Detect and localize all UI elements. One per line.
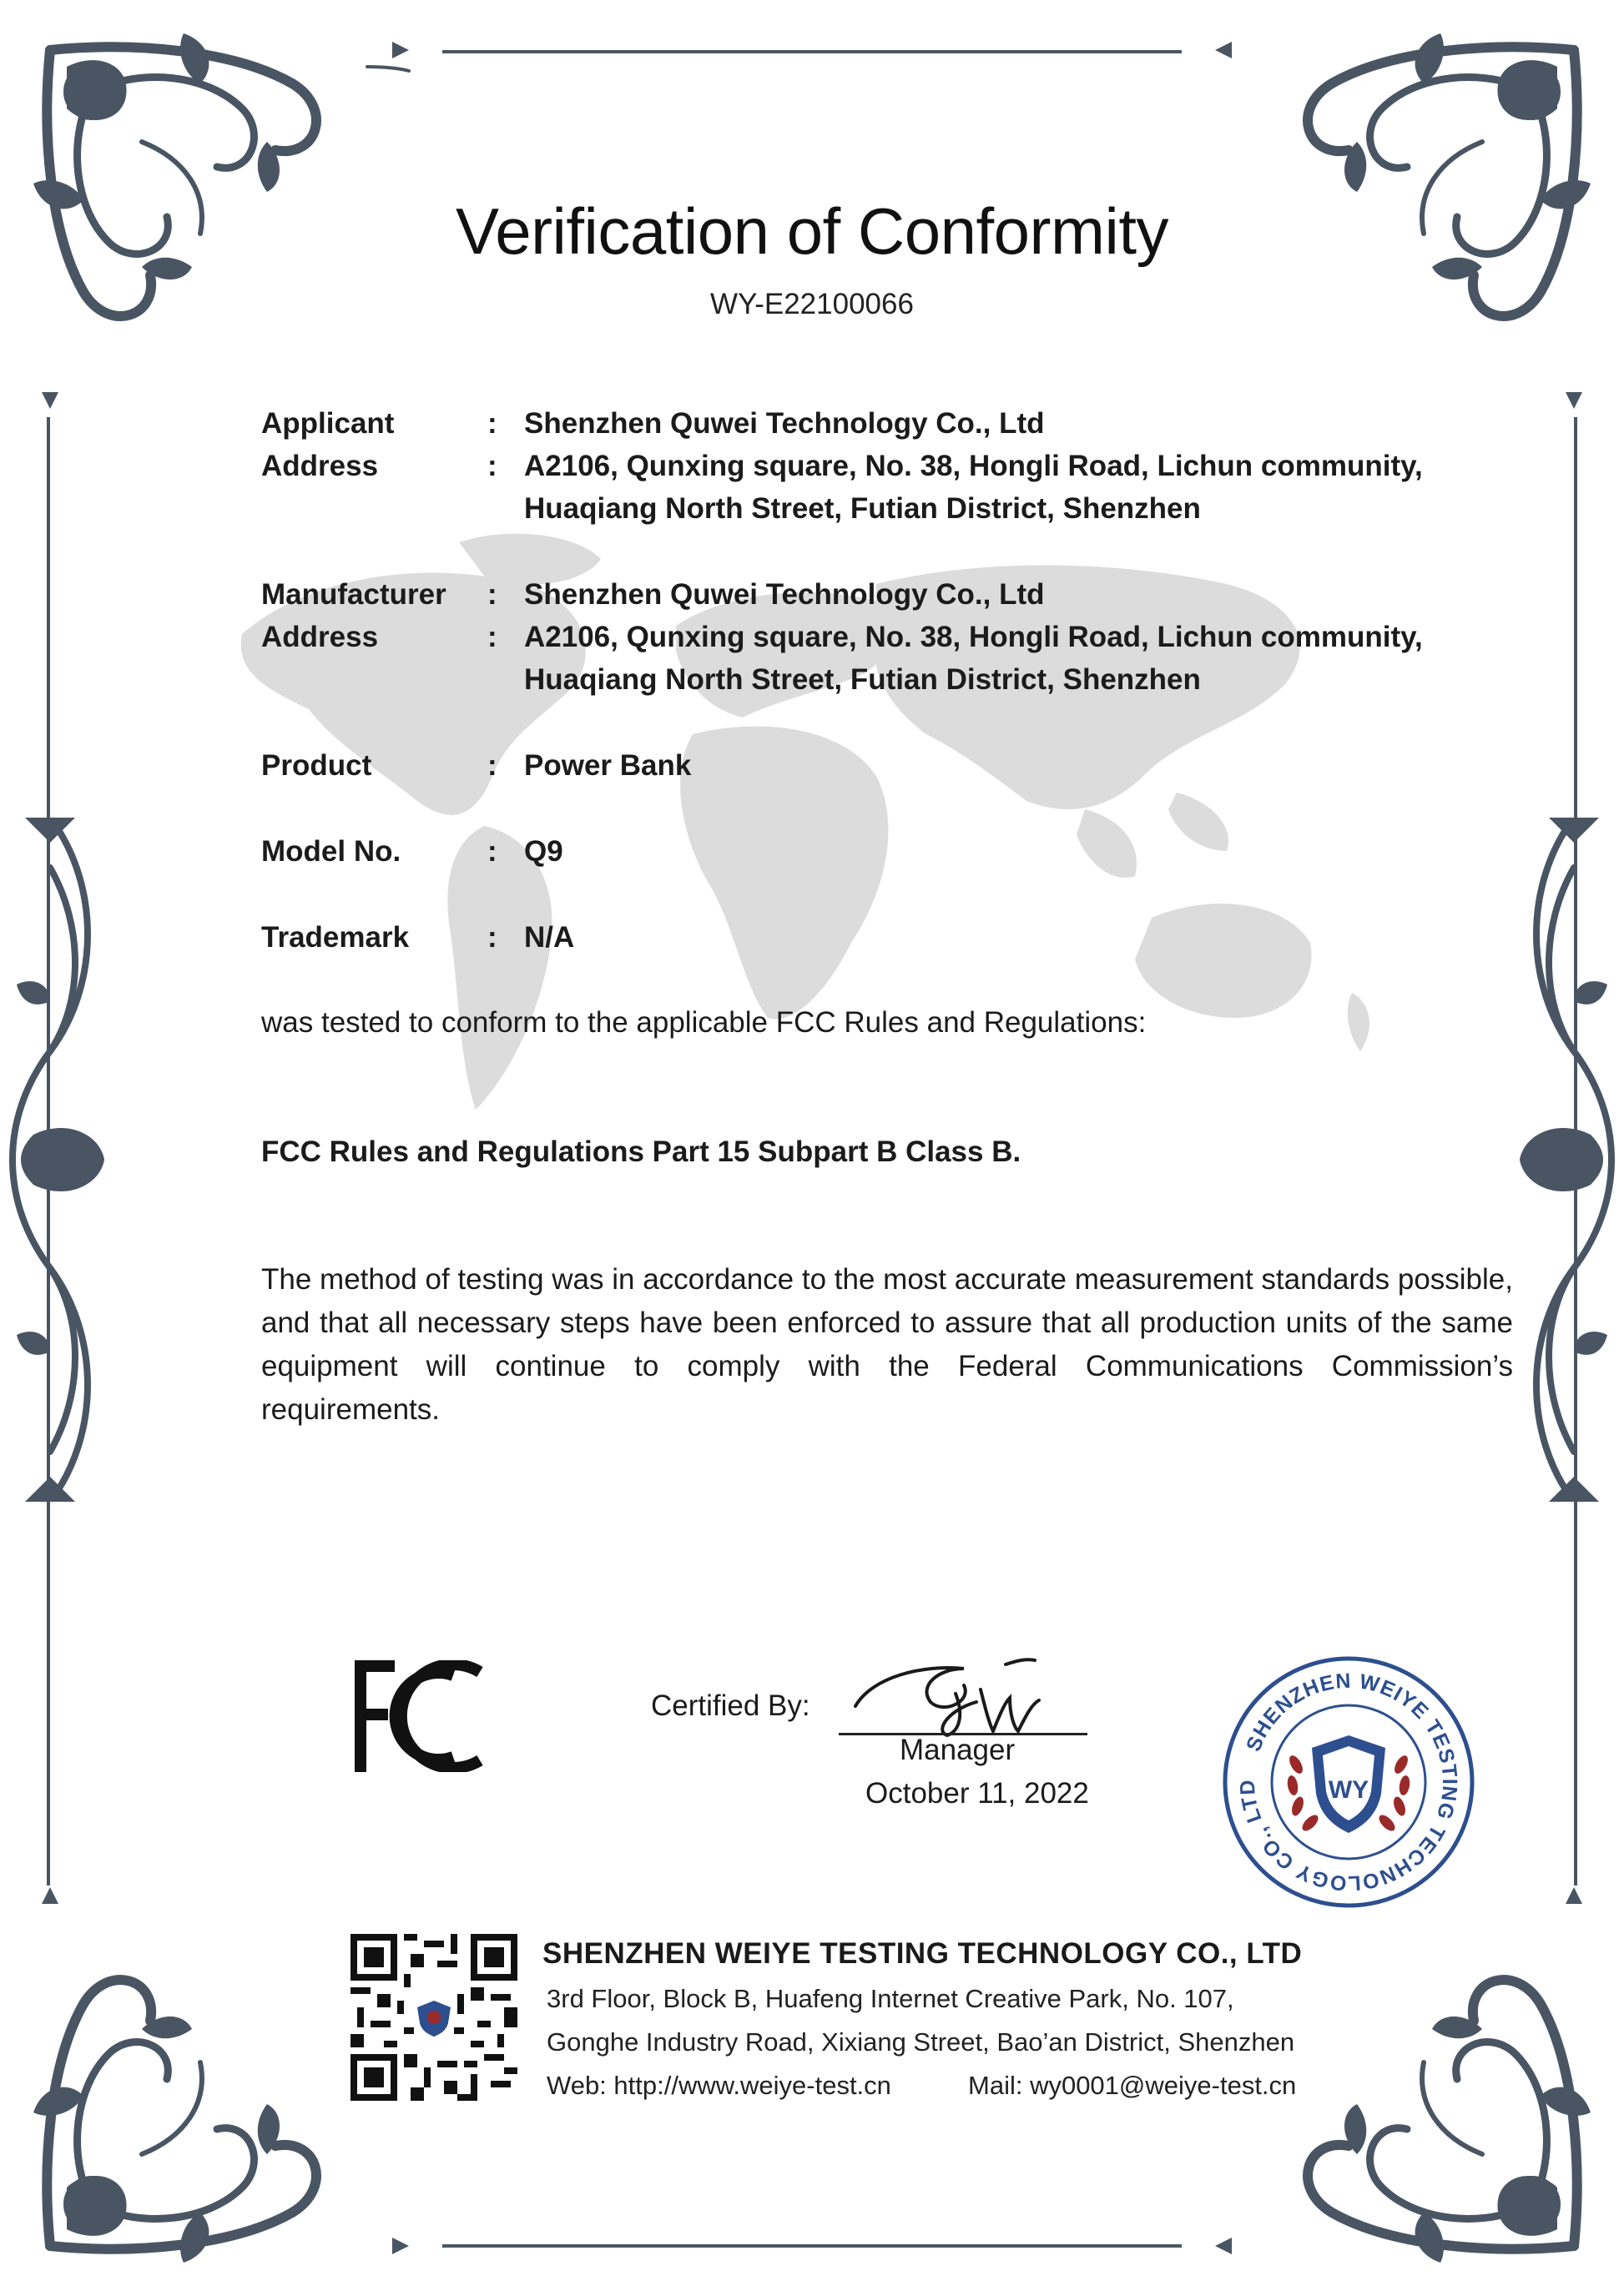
seal-shield-text: WY: [1328, 1776, 1369, 1804]
testing-method-paragraph: The method of testing was in accordance to the most accurate measurement standards possible, and that all necessary steps have been enforced to assure that all production units of the same equipment will continue to comply with the Federal Communications Commission’s requirements.: [261, 1263, 1513, 1426]
model-label: Model No.: [261, 835, 401, 868]
applicant-value: Shenzhen Quwei Technology Co., Ltd: [524, 407, 1045, 440]
product-label: Product: [261, 749, 372, 782]
footer-mail: Mail: wy0001@weiye-test.cn: [968, 2071, 1297, 2100]
fcc-logo: [355, 1660, 490, 1772]
separator: :: [487, 407, 497, 440]
company-seal: [1223, 1656, 1475, 1908]
seal-ring-text: SHENZHEN WEIYE TESTING TECHNOLOGY CO., LTD: [1235, 1669, 1462, 1896]
conformity-statement: was tested to conform to the applicable FCC Rules and Regulations:: [261, 1006, 1147, 1039]
trademark-label: Trademark: [261, 921, 410, 954]
separator: :: [487, 450, 497, 482]
side-ornament-right: [1516, 818, 1624, 1502]
manufacturer-address-line2: Huaqiang North Street, Futian District, Shenzhen: [524, 663, 1201, 696]
manufacturer-address-line1: A2106, Qunxing square, No. 38, Hongli Road, Lichun community,: [524, 621, 1423, 653]
qr-code: [351, 1934, 517, 2101]
frame-top-line: [442, 50, 1182, 53]
certified-by-label: Certified By:: [651, 1689, 810, 1722]
certificate-number: WY-E22100066: [710, 288, 914, 320]
signatory-role: Manager: [900, 1734, 1016, 1766]
applicant-label: Applicant: [261, 407, 395, 440]
applicable-rules: FCC Rules and Regulations Part 15 Subpart B Class B.: [261, 1135, 1021, 1168]
manufacturer-address-label: Address: [261, 621, 379, 653]
footer-company-name: SHENZHEN WEIYE TESTING TECHNOLOGY CO., LTD: [542, 1937, 1303, 1970]
footer-address-line1: 3rd Floor, Block B, Huafeng Internet Creative Park, No. 107,: [547, 1984, 1234, 2013]
applicant-address-line2: Huaqiang North Street, Futian District, Shenzhen: [524, 492, 1201, 525]
separator: :: [487, 621, 497, 653]
document-title: Verification of Conformity: [455, 194, 1169, 268]
frame-bottom-line: [442, 2244, 1182, 2248]
applicant-address-label: Address: [261, 450, 379, 482]
manufacturer-label: Manufacturer: [261, 578, 446, 611]
separator: :: [487, 578, 497, 611]
separator: :: [487, 749, 497, 782]
trademark-value: N/A: [524, 921, 575, 954]
footer-address-line2: Gonghe Industry Road, Xixiang Street, Bao’an District, Shenzhen: [547, 2027, 1295, 2057]
model-value: Q9: [524, 835, 563, 868]
manufacturer-value: Shenzhen Quwei Technology Co., Ltd: [524, 578, 1045, 611]
side-ornament-left: [0, 818, 108, 1502]
separator: :: [487, 835, 497, 868]
signature-date: October 11, 2022: [865, 1777, 1089, 1810]
separator: :: [487, 921, 497, 954]
footer-web: Web: http://www.weiye-test.cn: [547, 2071, 891, 2100]
product-value: Power Bank: [524, 749, 692, 782]
manager-signature: [839, 1644, 1089, 1744]
applicant-address-line1: A2106, Qunxing square, No. 38, Hongli Road, Lichun community,: [524, 450, 1423, 482]
